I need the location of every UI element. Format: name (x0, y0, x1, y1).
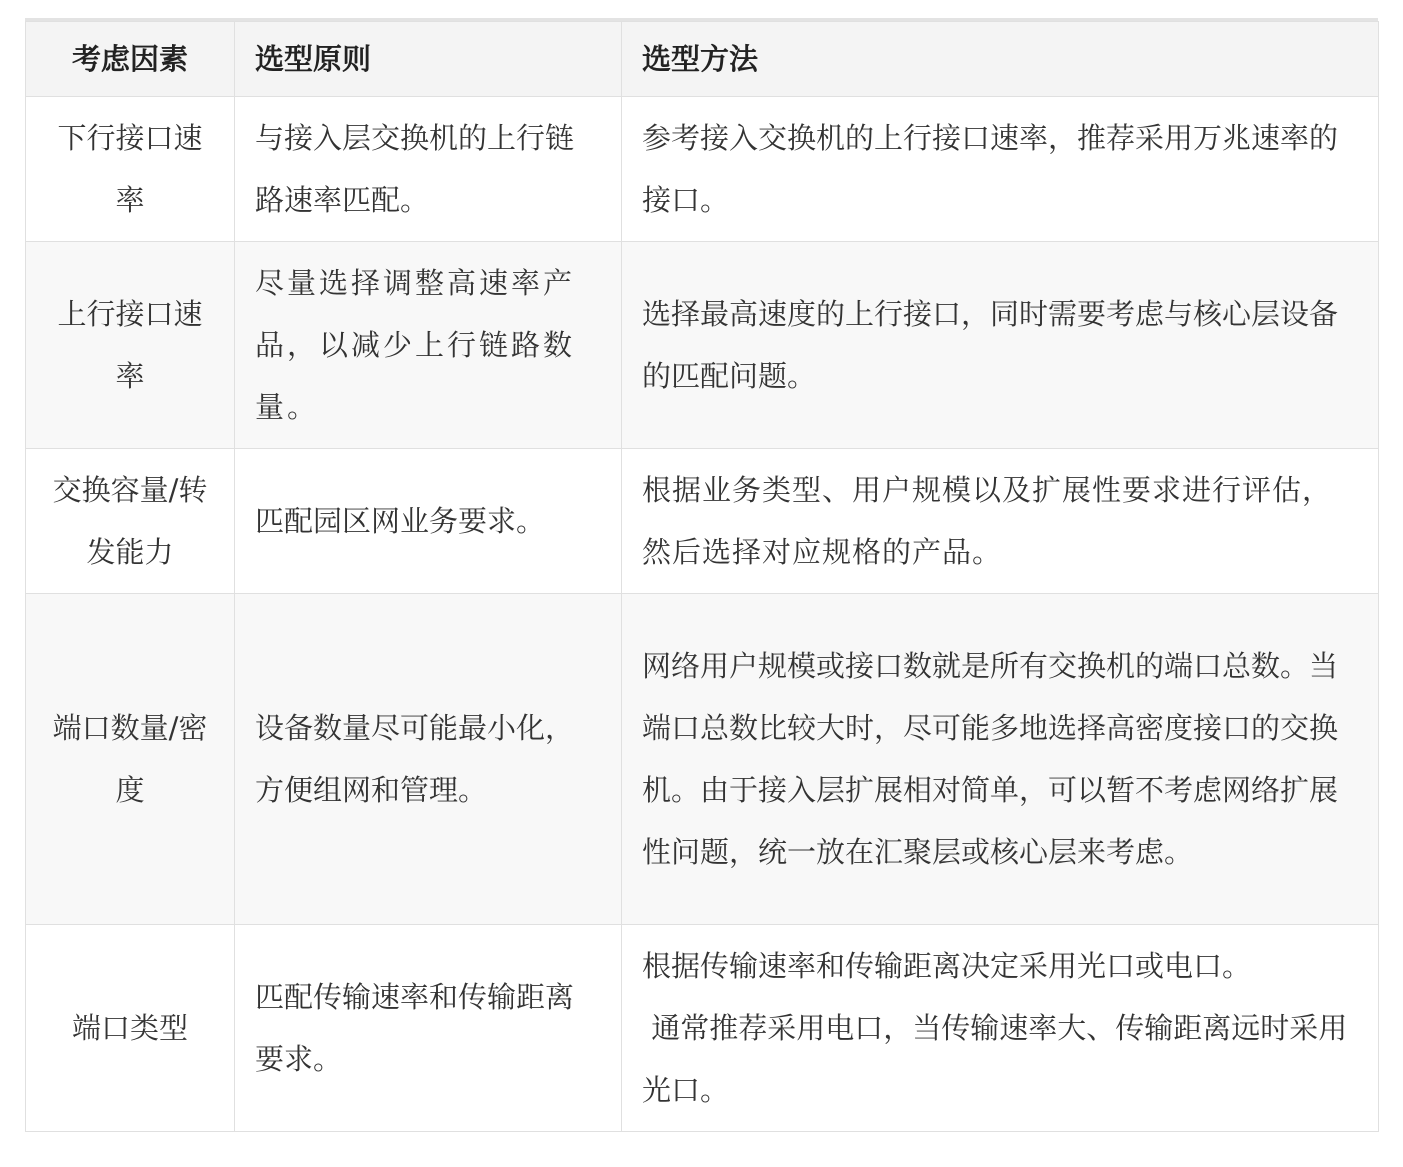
principle-cell: 尽量选择调整高速率产品，以减少上行链路数量。 (235, 242, 622, 449)
principle-cell: 匹配传输速率和传输距离要求。 (235, 925, 622, 1132)
header-factor: 考虑因素 (26, 22, 235, 97)
selection-criteria-table (25, 21, 1379, 1132)
principle-cell: 与接入层交换机的上行链路速率匹配。 (235, 97, 622, 242)
method-text: 参考接入交换机的上行接口速率，推荐采用万兆速率的接口。 (642, 121, 1339, 217)
header-method: 选型方法 (622, 22, 1379, 97)
table-row (26, 925, 1379, 1132)
factor-cell: 端口类型 (26, 925, 235, 1132)
method-text: 通常推荐采用电口，当传输速率大、传输距离远时采用光口。 (642, 1011, 1348, 1107)
principle-cell: 设备数量尽可能最小化，方便组网和管理。 (235, 594, 622, 925)
method-cell (622, 449, 1379, 594)
factor-cell: 上行接口速率 (26, 242, 235, 449)
method-text: 网络用户规模或接口数就是所有交换机的端口总数。当端口总数比较大时，尽可能多地选择高密度接口的交换机。由于接入层扩展相对简单，可以暂不考虑网络扩展性问题，统一放在汇聚层或核心层来考虑。 (642, 649, 1339, 869)
table-row (26, 449, 1379, 594)
table-header-row (26, 22, 1379, 97)
factor-cell: 下行接口速率 (26, 97, 235, 242)
header-principle: 选型原则 (235, 22, 622, 97)
table-row (26, 594, 1379, 925)
method-text: 根据业务类型、用户规模以及扩展性要求进行评估，然后选择对应规格的产品。 (642, 473, 1333, 569)
factor-cell: 端口数量/密度 (26, 594, 235, 925)
method-cell (622, 925, 1379, 1132)
table-row (26, 242, 1379, 449)
factor-cell: 交换容量/转发能力 (26, 449, 235, 594)
table-row (26, 97, 1379, 242)
method-text: 选择最高速度的上行接口，同时需要考虑与核心层设备的匹配问题。 (642, 297, 1339, 393)
principle-cell: 匹配园区网业务要求。 (235, 449, 622, 594)
method-cell (622, 97, 1379, 242)
selection-table-container (25, 18, 1378, 1132)
method-cell (622, 242, 1379, 449)
method-text: 根据传输速率和传输距离决定采用光口或电口。 (642, 949, 1252, 983)
method-cell (622, 594, 1379, 925)
